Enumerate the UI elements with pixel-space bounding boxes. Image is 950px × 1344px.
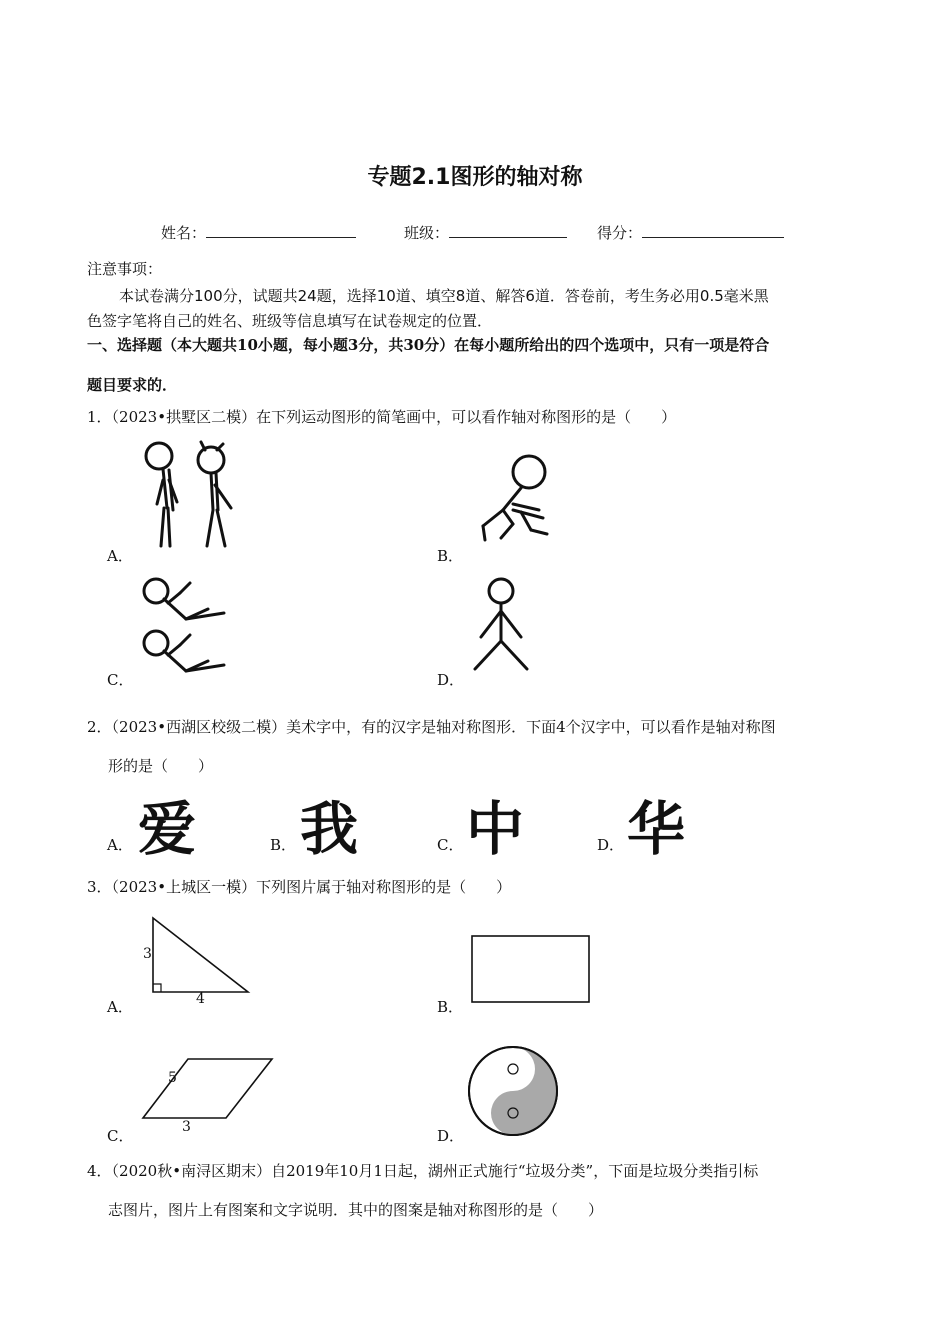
q3-option-b[interactable]: B． <box>437 998 464 1016</box>
section-heading-line-1: 一、选择题（本大题共10小题，每小题3分，共30分）在每小题所给出的四个选项中，只有一项是符合 <box>87 336 770 354</box>
class-label: 班级： <box>404 224 450 242</box>
question-1-number: 1． <box>87 408 112 426</box>
q2-option-c[interactable]: C． <box>437 836 464 854</box>
question-2-number: 2． <box>87 718 112 736</box>
question-4-text-2: 志图片，图片上有图案和文字说明．其中的图案是轴对称图形的是（ ） <box>108 1201 604 1219</box>
q3-option-c[interactable]: C． <box>107 1127 134 1145</box>
q1-option-b-figure <box>465 450 565 550</box>
score-field[interactable] <box>597 222 784 243</box>
q2-option-b[interactable]: B． <box>270 836 297 854</box>
q1-option-d[interactable]: D． <box>437 671 465 689</box>
question-2-text-2: 形的是（ ） <box>108 757 214 775</box>
q1-option-d-figure <box>465 575 540 675</box>
q3-parallelogram-side-label-slanted: 5 <box>168 1070 177 1086</box>
class-field[interactable] <box>404 222 567 243</box>
name-blank[interactable] <box>206 223 356 238</box>
q1-option-b[interactable]: B． <box>437 547 464 565</box>
q2-char-c: 中 <box>466 795 525 863</box>
page-title: 专题2.1图形的轴对称 <box>367 165 583 190</box>
q1-option-c-figure <box>138 575 233 685</box>
notice-line-1: 本试卷满分100分，试题共24题，选择10道、填空8道、解答6道．答卷前，考生务必用0.5毫米黑 <box>119 287 769 305</box>
name-field[interactable] <box>161 222 356 243</box>
question-4 <box>87 1160 758 1181</box>
q2-char-b: 我 <box>300 795 359 863</box>
notice-line-2: 色签字笔将自己的姓名、班级等信息填写在试卷规定的位置． <box>87 312 493 330</box>
section-heading-line-2: 题目要求的． <box>87 376 178 394</box>
q3-option-b-rectangle <box>470 934 592 1004</box>
q2-option-d[interactable]: D． <box>597 836 625 854</box>
q3-triangle-side-label-horizontal: 4 <box>196 991 205 1007</box>
question-4-number: 4． <box>87 1162 112 1180</box>
score-blank[interactable] <box>642 223 784 238</box>
question-3 <box>87 876 511 897</box>
notice-heading: 注意事项： <box>87 260 163 278</box>
q3-parallelogram-side-label-bottom: 3 <box>182 1119 191 1135</box>
question-3-text: （2023•上城区一模）下列图片属于轴对称图形的是（ ） <box>111 878 512 896</box>
q3-triangle-side-label-vertical: 3 <box>143 946 152 962</box>
question-1-text: （2023•拱墅区二模）在下列运动图形的简笔画中，可以看作轴对称图形的是（ ） <box>111 408 677 426</box>
question-4-text-1: （2020秋•南浔区期末）自2019年10月1日起，湖州正式施行“垃圾分类”，下面是垃圾分类指引标 <box>111 1162 759 1180</box>
q2-char-d: 华 <box>627 795 686 863</box>
question-3-number: 3． <box>87 878 112 896</box>
q2-option-a[interactable]: A． <box>107 836 133 854</box>
q1-option-a-figure <box>135 440 245 552</box>
question-2-text-1: （2023•西湖区校级二模）美术字中，有的汉字是轴对称图形．下面4个汉字中，可以看作是轴对称图 <box>111 718 776 736</box>
score-label: 得分： <box>597 224 643 242</box>
class-blank[interactable] <box>449 223 567 238</box>
name-label: 姓名： <box>161 224 207 242</box>
q2-char-a: 爱 <box>138 795 197 863</box>
q3-option-d[interactable]: D． <box>437 1127 465 1145</box>
question-2 <box>87 716 776 737</box>
q3-option-c-parallelogram <box>140 1056 276 1122</box>
q1-option-c[interactable]: C． <box>107 671 134 689</box>
q3-option-d-yin-yang <box>466 1044 560 1138</box>
question-1 <box>87 406 676 427</box>
q1-option-a[interactable]: A． <box>107 547 133 565</box>
q3-option-a[interactable]: A． <box>107 998 133 1016</box>
